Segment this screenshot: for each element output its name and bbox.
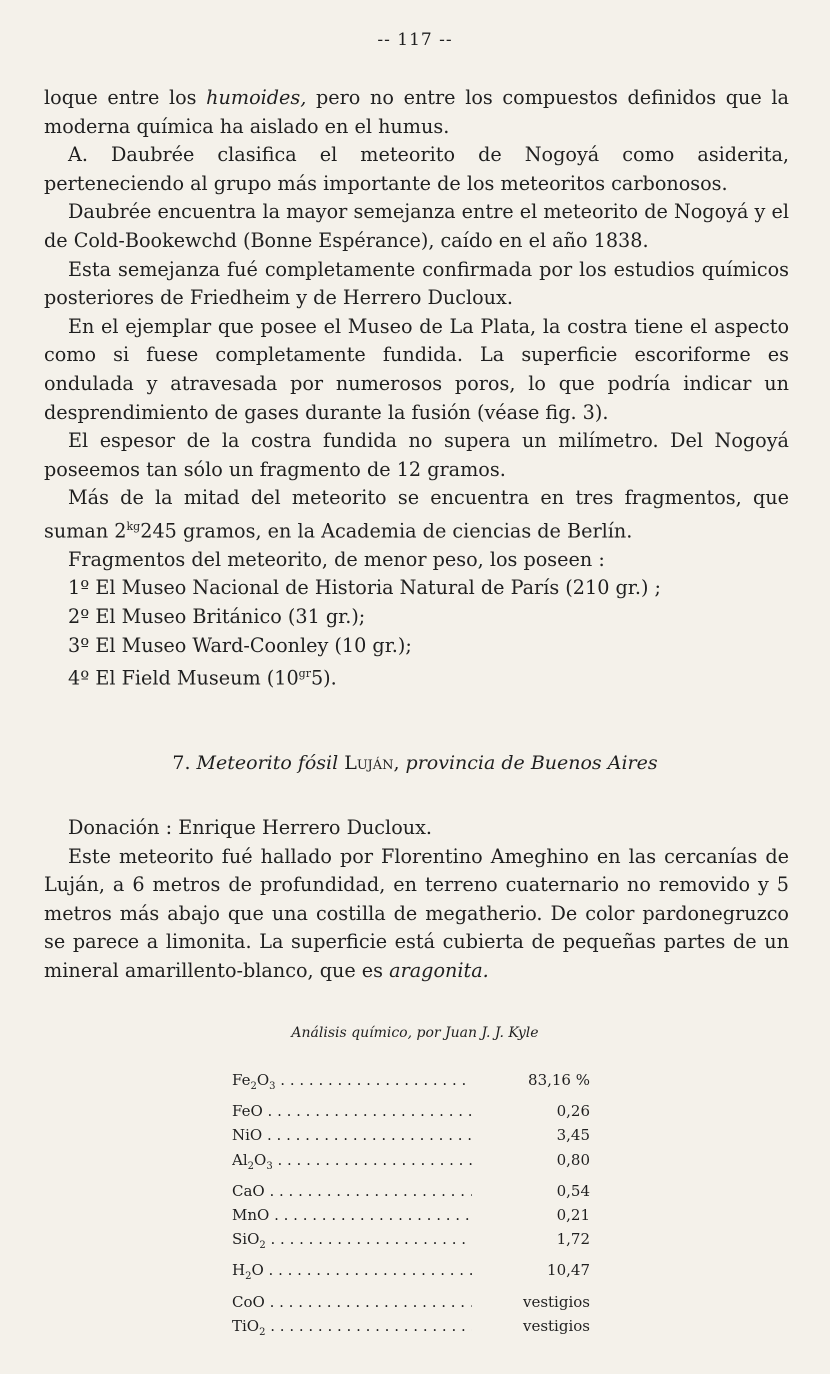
text-run: Este meteorito fué hallado por Florentino Ameghino en las cercanías de Luján, a 6 metros de profundidad, en terreno cuaternario no removido y 5 metros más abajo que una costilla de megatherio. De color pardonegruzco se parece a limonita. La superficie está cubierta de pequeñas partes de un mineral amarillento-blanco, que es <box>44 844 789 982</box>
compound-value: vestigios <box>522 1292 590 1311</box>
compound-name: CaO . . . <box>232 1179 472 1203</box>
paragraph-8: Fragmentos del meteorito, de menor peso, los poseen : <box>68 547 605 571</box>
paragraph-2: A. Daubrée clasifica el meteorito de Nogoyá como asiderita, perteneciendo al grupo más importante de los meteoritos carbonosos. <box>44 143 789 195</box>
compound-name: $Al_2O_3$ . . . <box>232 1148 472 1179</box>
unit-superscript: gr <box>298 667 311 681</box>
analysis-title: Análisis químico, por Juan J. J. Kyle <box>291 1025 539 1041</box>
compound-value: 3,45 <box>556 1126 590 1145</box>
text-run: Más de la mitad del meteorito se encuentra en tres fragmentos, que suman 2 <box>44 486 789 543</box>
table-row <box>232 1179 592 1203</box>
paragraph-9 <box>44 843 789 986</box>
compound-value: 10,47 <box>547 1261 590 1280</box>
table-row <box>232 1123 592 1147</box>
paragraph-5: En el ejemplar que posee el Museo de La Plata, la costra tiene el aspecto como si fuese completamente fundida. La superficie escoriforme es ondulada y atravesada por numerosos poros, lo que podría indicar un desprendimiento de gases durante la fusión (véase fig. 3). <box>44 314 789 424</box>
unit-superscript: kg <box>126 519 141 533</box>
compound-value: 0,26 <box>556 1102 590 1121</box>
emphasis-humoides: humoides, <box>206 86 307 109</box>
compound-name: $H_2O$ . . . <box>232 1258 472 1289</box>
section-heading <box>0 752 830 774</box>
paragraph-3: Daubrée encuentra la mayor semejanza entre el meteorito de Nogoyá y el de Cold-Bookewchd (Bonne Espérance), caído en el año 1838. <box>44 200 789 252</box>
paragraph-7 <box>44 484 789 546</box>
compound-value: 0,21 <box>556 1206 590 1225</box>
compound-name: CoO . . . <box>232 1290 472 1314</box>
compound-value: vestigios <box>522 1316 590 1335</box>
compound-value: 0,80 <box>556 1150 590 1169</box>
table-row <box>232 1068 592 1099</box>
text-run: pero no entre los compuestos definidos que la moderna química ha aislado en el humus. <box>44 86 789 138</box>
table-row <box>232 1290 592 1314</box>
compound-name: NiO . . . <box>232 1123 472 1147</box>
table-row <box>232 1148 592 1179</box>
section-text <box>44 814 789 986</box>
page-number: -- 117 -- <box>377 30 453 50</box>
table-row <box>232 1227 592 1258</box>
section-number: 7. <box>172 752 197 774</box>
compound-value: 83,16 % <box>528 1071 590 1089</box>
list-item: 3º El Museo Ward-Coonley (10 gr.); <box>68 633 412 657</box>
list-item: 2º El Museo Británico (31 gr.); <box>68 605 366 629</box>
paragraph-1 <box>44 84 789 141</box>
place-name: Luján, <box>344 752 400 774</box>
paragraph-6: El espesor de la costra fundida no supera un milímetro. Del Nogoyá poseemos tan sólo un fragmento de 12 gramos. <box>44 429 789 481</box>
text-run: Meteorito fósil <box>196 752 345 774</box>
table-row <box>232 1258 592 1289</box>
compound-name: SiO$_2$ . . . <box>232 1227 472 1258</box>
paragraph-4: Esta semejanza fué completamente confirmada por los estudios químicos posteriores de Friedheim y de Herrero Ducloux. <box>44 257 789 310</box>
text-run: 5). <box>310 666 337 690</box>
text-run: 245 gramos, en la Academia de ciencias de Berlín. <box>140 519 633 543</box>
text-run: provincia de Buenos Aires <box>399 752 658 774</box>
compound-value: 1,72 <box>556 1230 590 1249</box>
table-row <box>232 1203 592 1227</box>
compound-name: FeO . . . <box>232 1099 472 1123</box>
emphasis-aragonita: aragonita. <box>389 958 489 982</box>
compound-name: MnO . . . <box>232 1203 472 1227</box>
compound-name: TiO$_2$ . . . <box>232 1314 472 1345</box>
table-row <box>232 1099 592 1123</box>
compound-name: $Fe_2O_3$ . . . <box>232 1068 472 1099</box>
text-run: loque entre los <box>44 86 207 109</box>
holders-list <box>44 574 789 693</box>
main-text <box>44 84 789 693</box>
donation-line: Donación : Enrique Herrero Ducloux. <box>68 816 433 839</box>
text-run: 4º El Field Museum (10 <box>68 666 299 690</box>
list-item <box>44 660 789 693</box>
analysis-table <box>232 1068 592 1345</box>
list-item: 1º El Museo Nacional de Historia Natural de París (210 gr.) ; <box>68 576 662 600</box>
compound-value: 0,54 <box>556 1181 590 1200</box>
table-row <box>232 1314 592 1345</box>
